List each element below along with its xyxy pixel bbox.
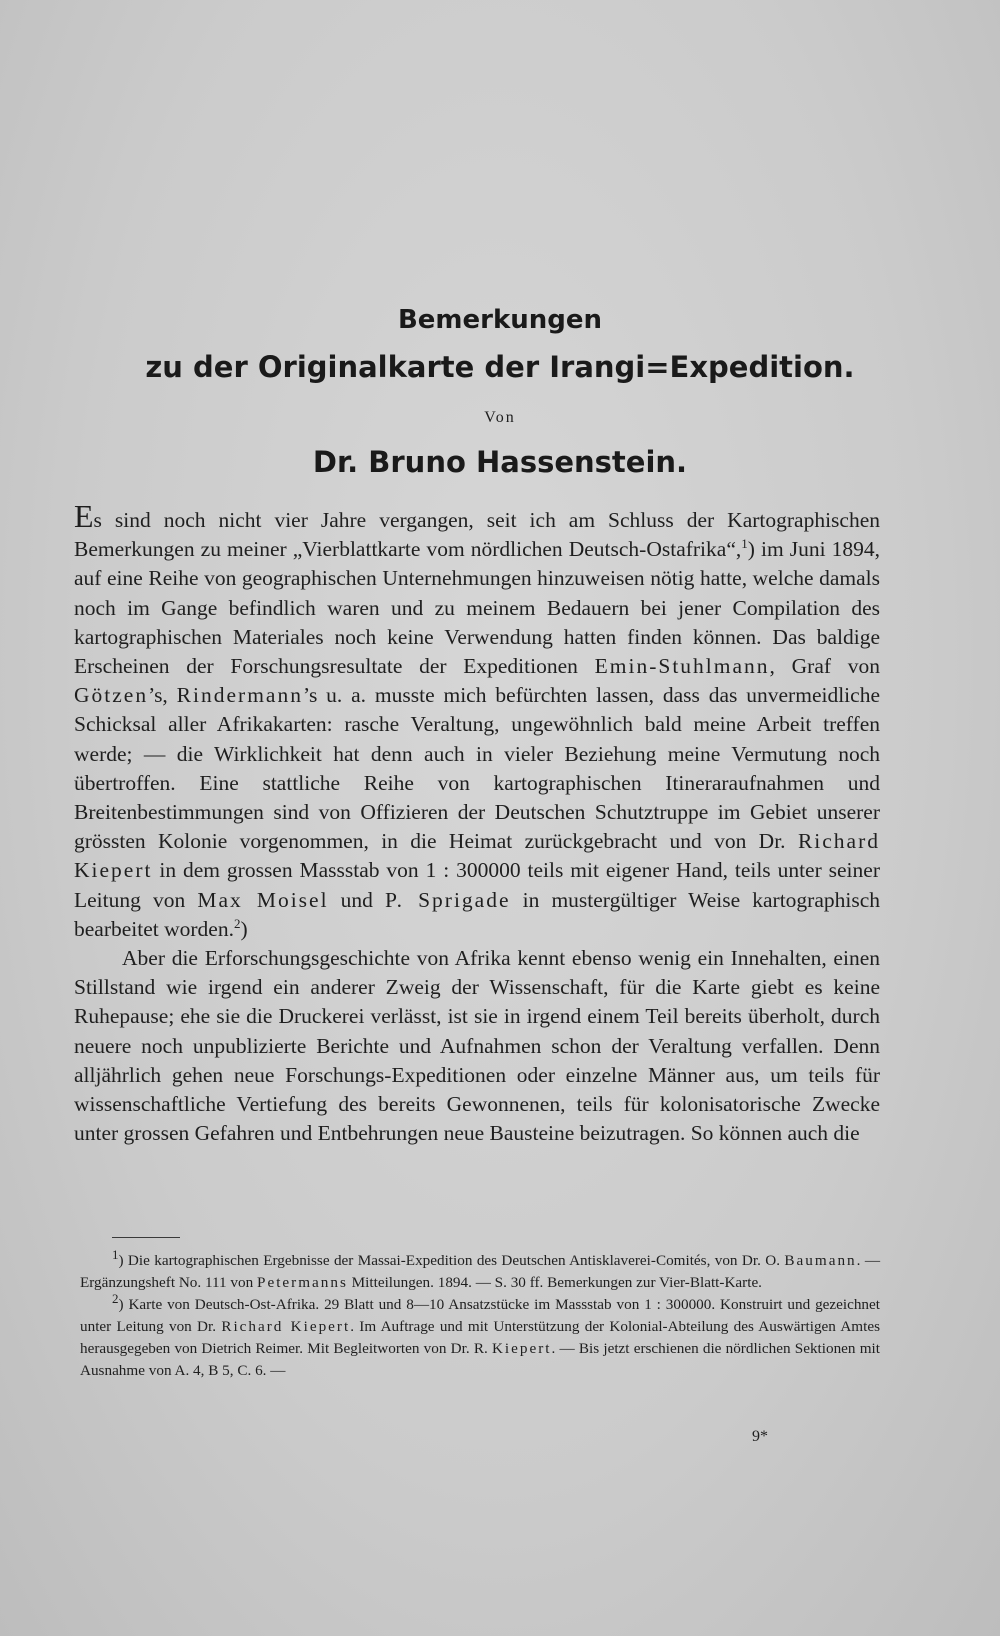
footnote-1 [80, 1246, 881, 1294]
spaced-name: Petermanns [257, 1274, 348, 1291]
spaced-name: Baumann [784, 1252, 857, 1269]
paragraph-1-text: ’s, [148, 683, 177, 708]
footnote-marker: 2 [112, 1290, 119, 1306]
byline-von: Von [484, 409, 516, 426]
paragraph-1-text: ) im Juni 1894, auf eine Reihe von geographischen Unternehmungen hinzuweisen nötig hatte, welche damals noch im Gange befindlich waren und zu meinem Bedauern bei jener Compilation des kartographischen Materiales noch keine Verwendung hatten finden können. Das baldige Erscheinen der Forschungsresultate der Expeditionen [74, 537, 880, 679]
paragraph-1-text: in mustergültiger Weise kartographisch bearbeitet worden. [74, 887, 881, 941]
spaced-name: Max Moisel [197, 887, 329, 912]
paragraph-1-text: ) [240, 916, 248, 941]
spaced-name: Kiepert [491, 1340, 552, 1357]
footnote-divider [112, 1237, 180, 1238]
spaced-name: Rindermann [176, 683, 303, 708]
footnote-text: . Im Auftrage und mit Unterstützung der Kolonial-Abteilung des Auswärtigen Amtes herausgegeben von Dietrich Reimer. Mit Begleitworten von Dr. R. [80, 1318, 880, 1357]
paragraph-2: Aber die Erforschungsgeschichte von Afrika kennt ebenso wenig ein Innehalten, einen Stillstand wie irgend ein anderer Zweig der Wissenschaft, für die Karte giebt es keine Ruhepause; ehe sie die Druckerei verlässt, ist sie in irgend einem Teil bereits überholt, durch neuere noch unpublizierte Berichte und Aufnahmen schon der Veraltung verfallen. Denn alljährlich gehen neue Forschungs-Expeditionen oder einzelne Männer aus, um teils für wissenschaftliche Vertiefung des bereits Gewonnenen, teils für kolonisatorische Zwecke unter grossen Gefahren und Entbehrungen neue Bausteine beizutragen. So können auch die [74, 946, 880, 1146]
footnote-text: Mitteilungen. 1894. — S. 30 ff. Bemerkungen zur Vier-Blatt-Karte. [347, 1274, 762, 1291]
paragraph-1 [74, 498, 881, 944]
footnotes [80, 1246, 881, 1382]
paragraph-1-text: , Graf von [769, 654, 880, 679]
footnote-text: . — Bis jetzt erschienen die nördlichen Sektionen mit Ausnahme von A. 4, B 5, C. 6. — [80, 1340, 880, 1379]
footnote-marker: 1 [112, 1246, 119, 1262]
paragraph-1-text: und [328, 887, 386, 912]
drop-cap: E [74, 498, 94, 534]
author-name: Dr. Bruno Hassenstein. [312, 445, 688, 479]
footnote-text: ) Die kartographischen Ergebnisse der Massai-Expedition des Deutschen Antisklaverei-Comités, von Dr. O. [118, 1252, 785, 1269]
spaced-name: Richard Kiepert [221, 1318, 351, 1335]
footnote-text: . — Ergänzungsheft No. 111 von [80, 1252, 881, 1291]
paragraph-1-text: in dem grossen Massstab von 1 : 300000 teils mit eigener Hand, teils unter seiner Leitung von [74, 858, 880, 912]
title-line-1: Bemerkungen [397, 305, 603, 335]
body-text [74, 498, 881, 1148]
footnote-ref-1: 1 [741, 536, 748, 552]
paragraph-1-text: s sind noch nicht vier Jahre vergangen, seit ich am Schluss der Kartographischen Bemerkungen zu meiner „Vierblattkarte vom nördlichen Deutsch-Ostafrika“, [74, 508, 880, 562]
footnote-ref-2: 2 [233, 915, 241, 931]
paragraph-1-text: ’s u. a. musste mich befürchten lassen, dass das unvermeidliche Schicksal aller Afrikakarten: rasche Veraltung, ungewöhnlich bald meine Arbeit treffen werde; — die Wirklichkeit hat denn auch in vieler Beziehung meine Vermutung noch übertroffen. Eine stattliche Reihe von kartographischen Itineraraufnahmen und Breitenbestimmungen sind von Offizieren der Deutschen Schutztruppe im Gebiet unserer grössten Kolonie vorgenommen, in die Heimat zurückgebracht und von Dr. [74, 683, 880, 854]
spaced-name: Richard Kiepert [74, 829, 880, 883]
page-number: 9* [752, 1428, 768, 1445]
spaced-name: Götzen [74, 683, 149, 708]
footnote-2 [80, 1290, 880, 1382]
footnote-text: ) Karte von Deutsch-Ost-Afrika. 29 Blatt und 8—10 Ansatzstücke im Massstab von 1 : 300000. Konstruirt und gezeichnet unter Leitung von Dr. [80, 1296, 880, 1335]
spaced-name: P. Sprigade [385, 887, 511, 912]
title-block [0, 300, 1000, 484]
title-line-2: zu der Originalkarte der Irangi=Expedition. [145, 350, 855, 384]
spaced-name: Emin-Stuhlmann [594, 654, 770, 679]
